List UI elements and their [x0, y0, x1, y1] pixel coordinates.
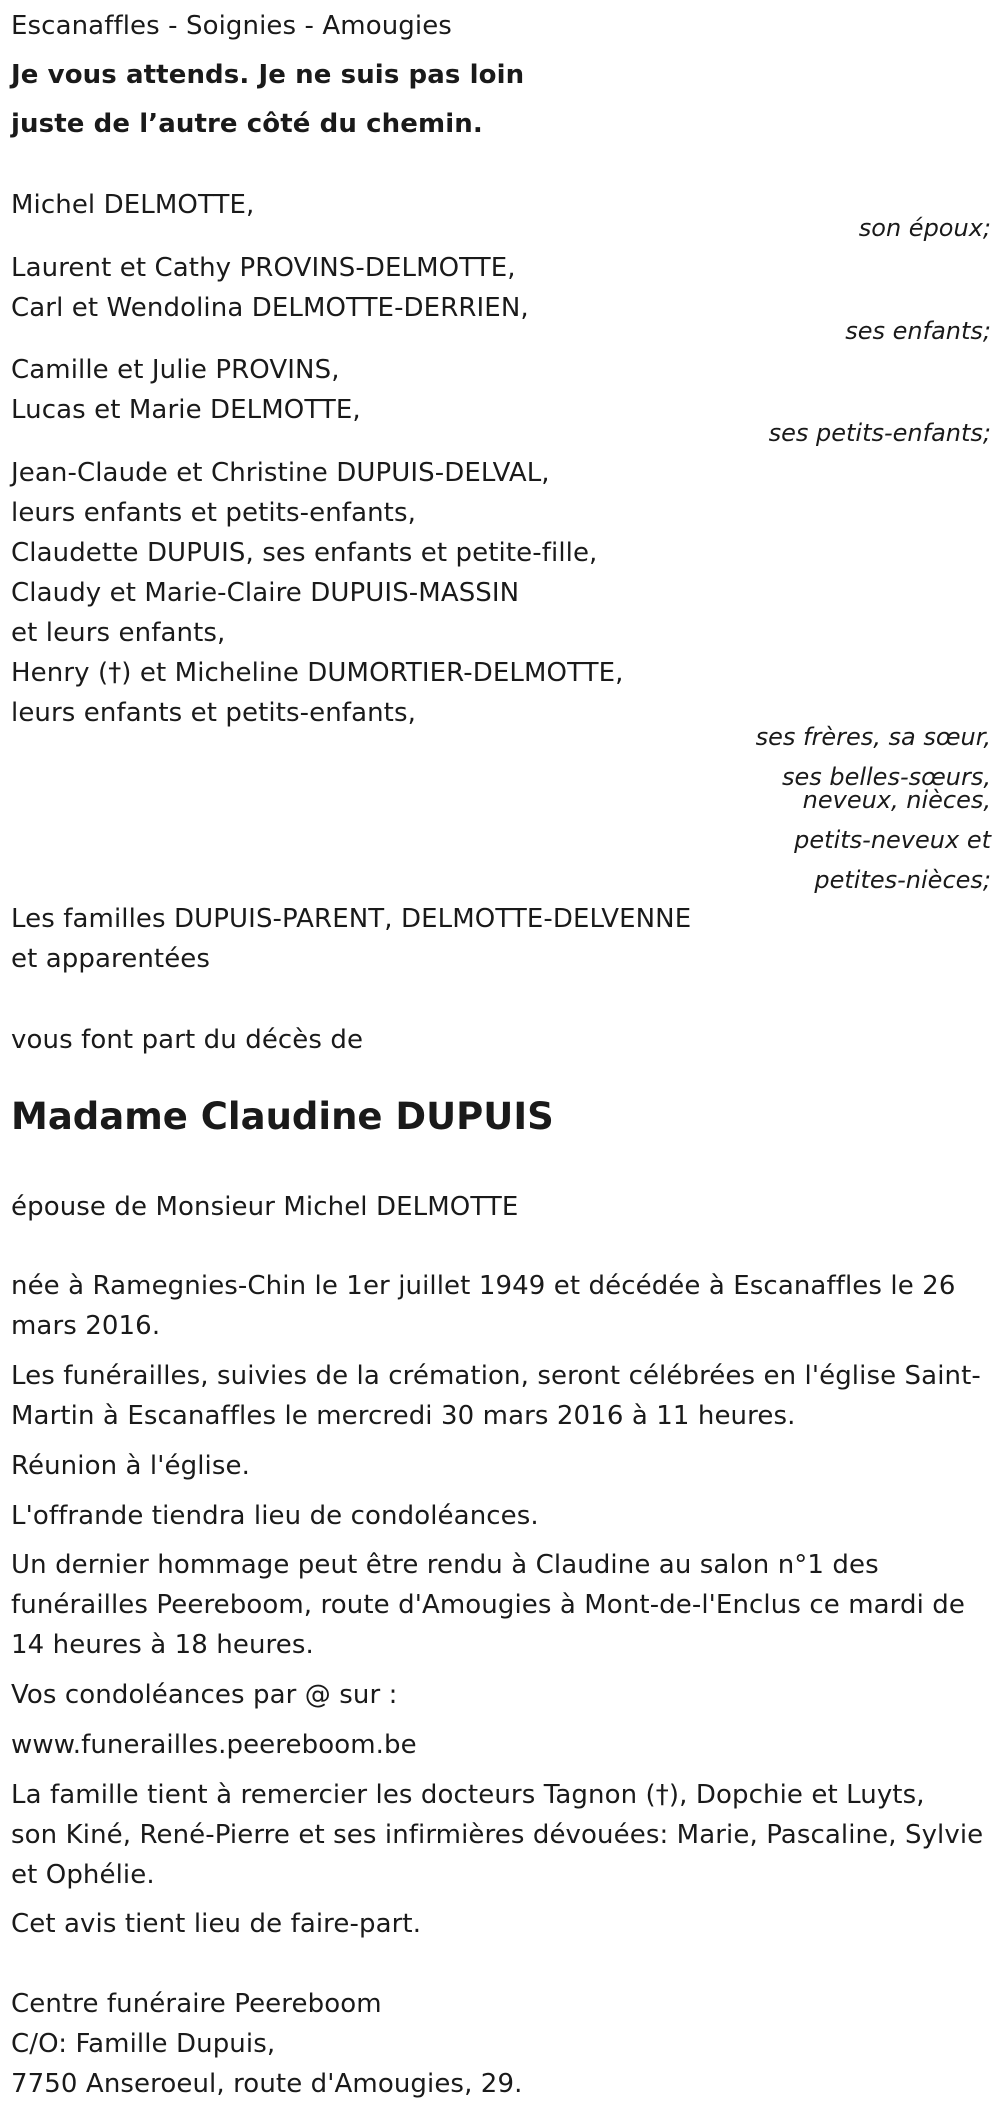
thanks-line-1: La famille tient à remercier les docteurs Tagnon (†), Dopchie et Luyts, [11, 1780, 925, 1810]
child-line-2: Carl et Wendolina DELMOTTE-DERRIEN, [11, 293, 529, 323]
siblings-role-5: petites-nièces; [814, 866, 991, 894]
siblings-role-4: petits-neveux et [794, 826, 991, 854]
funeral-line-2: Martin à Escanaffles le mercredi 30 mars 2016 à 11 heures. [11, 1401, 796, 1431]
address-line-3: 7750 Anseroeul, route d'Amougies, 29. [11, 2069, 523, 2099]
tribute-line-3: 14 heures à 18 heures. [11, 1630, 314, 1660]
spouse-role: son époux; [858, 214, 991, 242]
quote-line-2: juste de l’autre côté du chemin. [11, 109, 483, 139]
grandchildren-role: ses petits-enfants; [768, 419, 991, 447]
spouse-of-line: épouse de Monsieur Michel DELMOTTE [11, 1192, 519, 1222]
sibling-line-5: et leurs enfants, [11, 618, 226, 648]
sibling-line-7: leurs enfants et petits-enfants, [11, 698, 416, 728]
meeting-line: Réunion à l'église. [11, 1451, 250, 1481]
sibling-line-1: Jean-Claude et Christine DUPUIS-DELVAL, [11, 458, 550, 488]
obituary-notice [11, 0, 991, 2119]
announcement-intro: vous font part du décès de [11, 1025, 364, 1055]
address-line-1: Centre funéraire Peereboom [11, 1989, 382, 2019]
siblings-role-2: ses belles-sœurs, [781, 763, 991, 791]
spouse-name: Michel DELMOTTE, [11, 190, 255, 220]
children-role: ses enfants; [845, 317, 991, 345]
grandchild-line-1: Camille et Julie PROVINS, [11, 355, 340, 385]
sibling-line-3: Claudette DUPUIS, ses enfants et petite-fille, [11, 538, 598, 568]
siblings-role-1: ses frères, sa sœur, [755, 723, 991, 751]
sibling-line-4: Claudy et Marie-Claire DUPUIS-MASSIN [11, 578, 520, 608]
locations-line: Escanaffles - Soignies - Amougies [11, 11, 452, 41]
address-line-2: C/O: Famille Dupuis, [11, 2029, 276, 2059]
notice-line: Cet avis tient lieu de faire-part. [11, 1909, 422, 1939]
birth-death-line-1: née à Ramegnies-Chin le 1er juillet 1949 et décédée à Escanaffles le 26 [11, 1271, 956, 1301]
sibling-line-6: Henry (†) et Micheline DUMORTIER-DELMOTTE, [11, 658, 624, 688]
families-line-2: et apparentées [11, 944, 211, 974]
thanks-line-2: son Kiné, René-Pierre et ses infirmières dévouées: Marie, Pascaline, Sylvie [11, 1820, 984, 1850]
families-line-1: Les familles DUPUIS-PARENT, DELMOTTE-DELVENNE [11, 904, 692, 934]
condolences-label: Vos condoléances par @ sur : [11, 1680, 398, 1710]
deceased-name: Madame Claudine DUPUIS [11, 1095, 554, 1138]
sibling-line-2: leurs enfants et petits-enfants, [11, 498, 416, 528]
siblings-role-3: neveux, nièces, [802, 786, 991, 814]
website-link[interactable]: www.funerailles.peereboom.be [11, 1730, 417, 1760]
funeral-line-1: Les funérailles, suivies de la crémation, seront célébrées en l'église Saint- [11, 1361, 981, 1391]
offering-line: L'offrande tiendra lieu de condoléances. [11, 1501, 539, 1531]
grandchild-line-2: Lucas et Marie DELMOTTE, [11, 395, 361, 425]
tribute-line-1: Un dernier hommage peut être rendu à Claudine au salon n°1 des [11, 1550, 879, 1580]
thanks-line-3: et Ophélie. [11, 1860, 155, 1890]
child-line-1: Laurent et Cathy PROVINS-DELMOTTE, [11, 253, 516, 283]
tribute-line-2: funérailles Peereboom, route d'Amougies à Mont-de-l'Enclus ce mardi de [11, 1590, 965, 1620]
birth-death-line-2: mars 2016. [11, 1311, 161, 1341]
quote-line-1: Je vous attends. Je ne suis pas loin [11, 60, 525, 90]
